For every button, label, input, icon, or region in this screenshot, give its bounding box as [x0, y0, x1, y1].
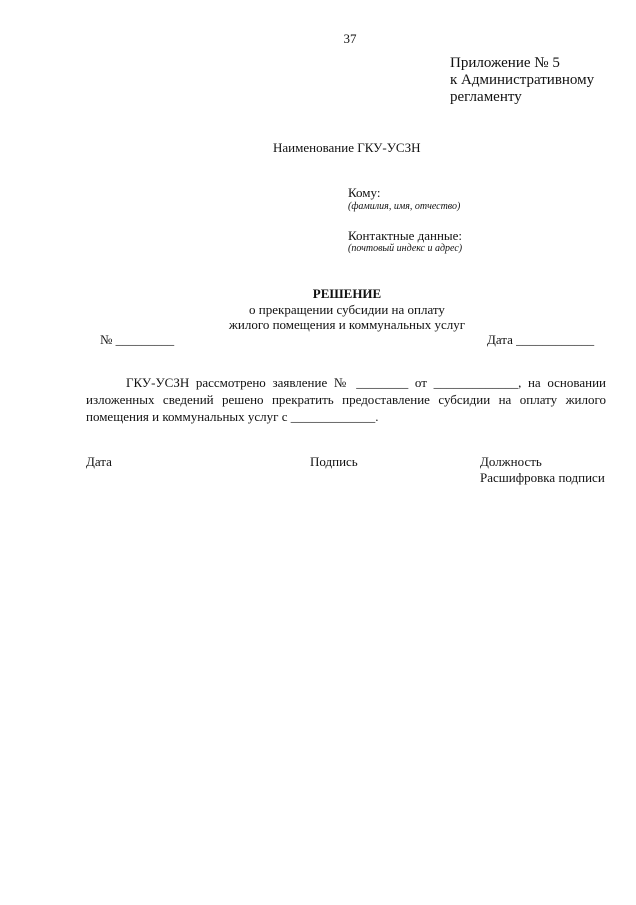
decision-subtitle-line-2: жилого помещения и коммунальных услуг: [228, 317, 466, 332]
organization-name: Наименование ГКУ-УСЗН: [273, 140, 421, 155]
appendix-line-3: регламенту: [450, 89, 522, 105]
signature-label: Подпись: [310, 454, 358, 469]
recipient-contact-hint: (почтовый индекс и адрес): [348, 243, 463, 254]
appendix-header: [450, 55, 594, 106]
decision-subtitle-line-1: о прекращении субсидии на оплату: [249, 302, 445, 317]
decision-title: РЕШЕНИЕ: [312, 286, 382, 301]
recipient-to-hint: (фамилия, имя, отчество): [348, 201, 461, 212]
signature-date-label: Дата: [86, 454, 112, 469]
appendix-line-1: Приложение № 5: [450, 55, 560, 71]
decision-body-paragraph: ГКУ-УСЗН рассмотрено заявление № ________ от _____________, на основании изложенных сведений решено прекратить предоставление субсидии на оплату жилого помещения и коммунальных услуг с _____________.: [86, 375, 606, 424]
appendix-line-2: к Административному: [450, 72, 595, 88]
page-number: 37: [343, 31, 357, 46]
decision-date-field: Дата ____________: [487, 332, 595, 347]
recipient-contact-label: Контактные данные:: [348, 228, 463, 243]
decision-number-field: № _________: [100, 332, 175, 347]
decision-body: [86, 374, 606, 425]
signature-position-label: Должность: [480, 454, 542, 469]
recipient-to-label: Кому:: [348, 185, 381, 200]
signature-decode-label: Расшифровка подписи: [480, 470, 605, 485]
